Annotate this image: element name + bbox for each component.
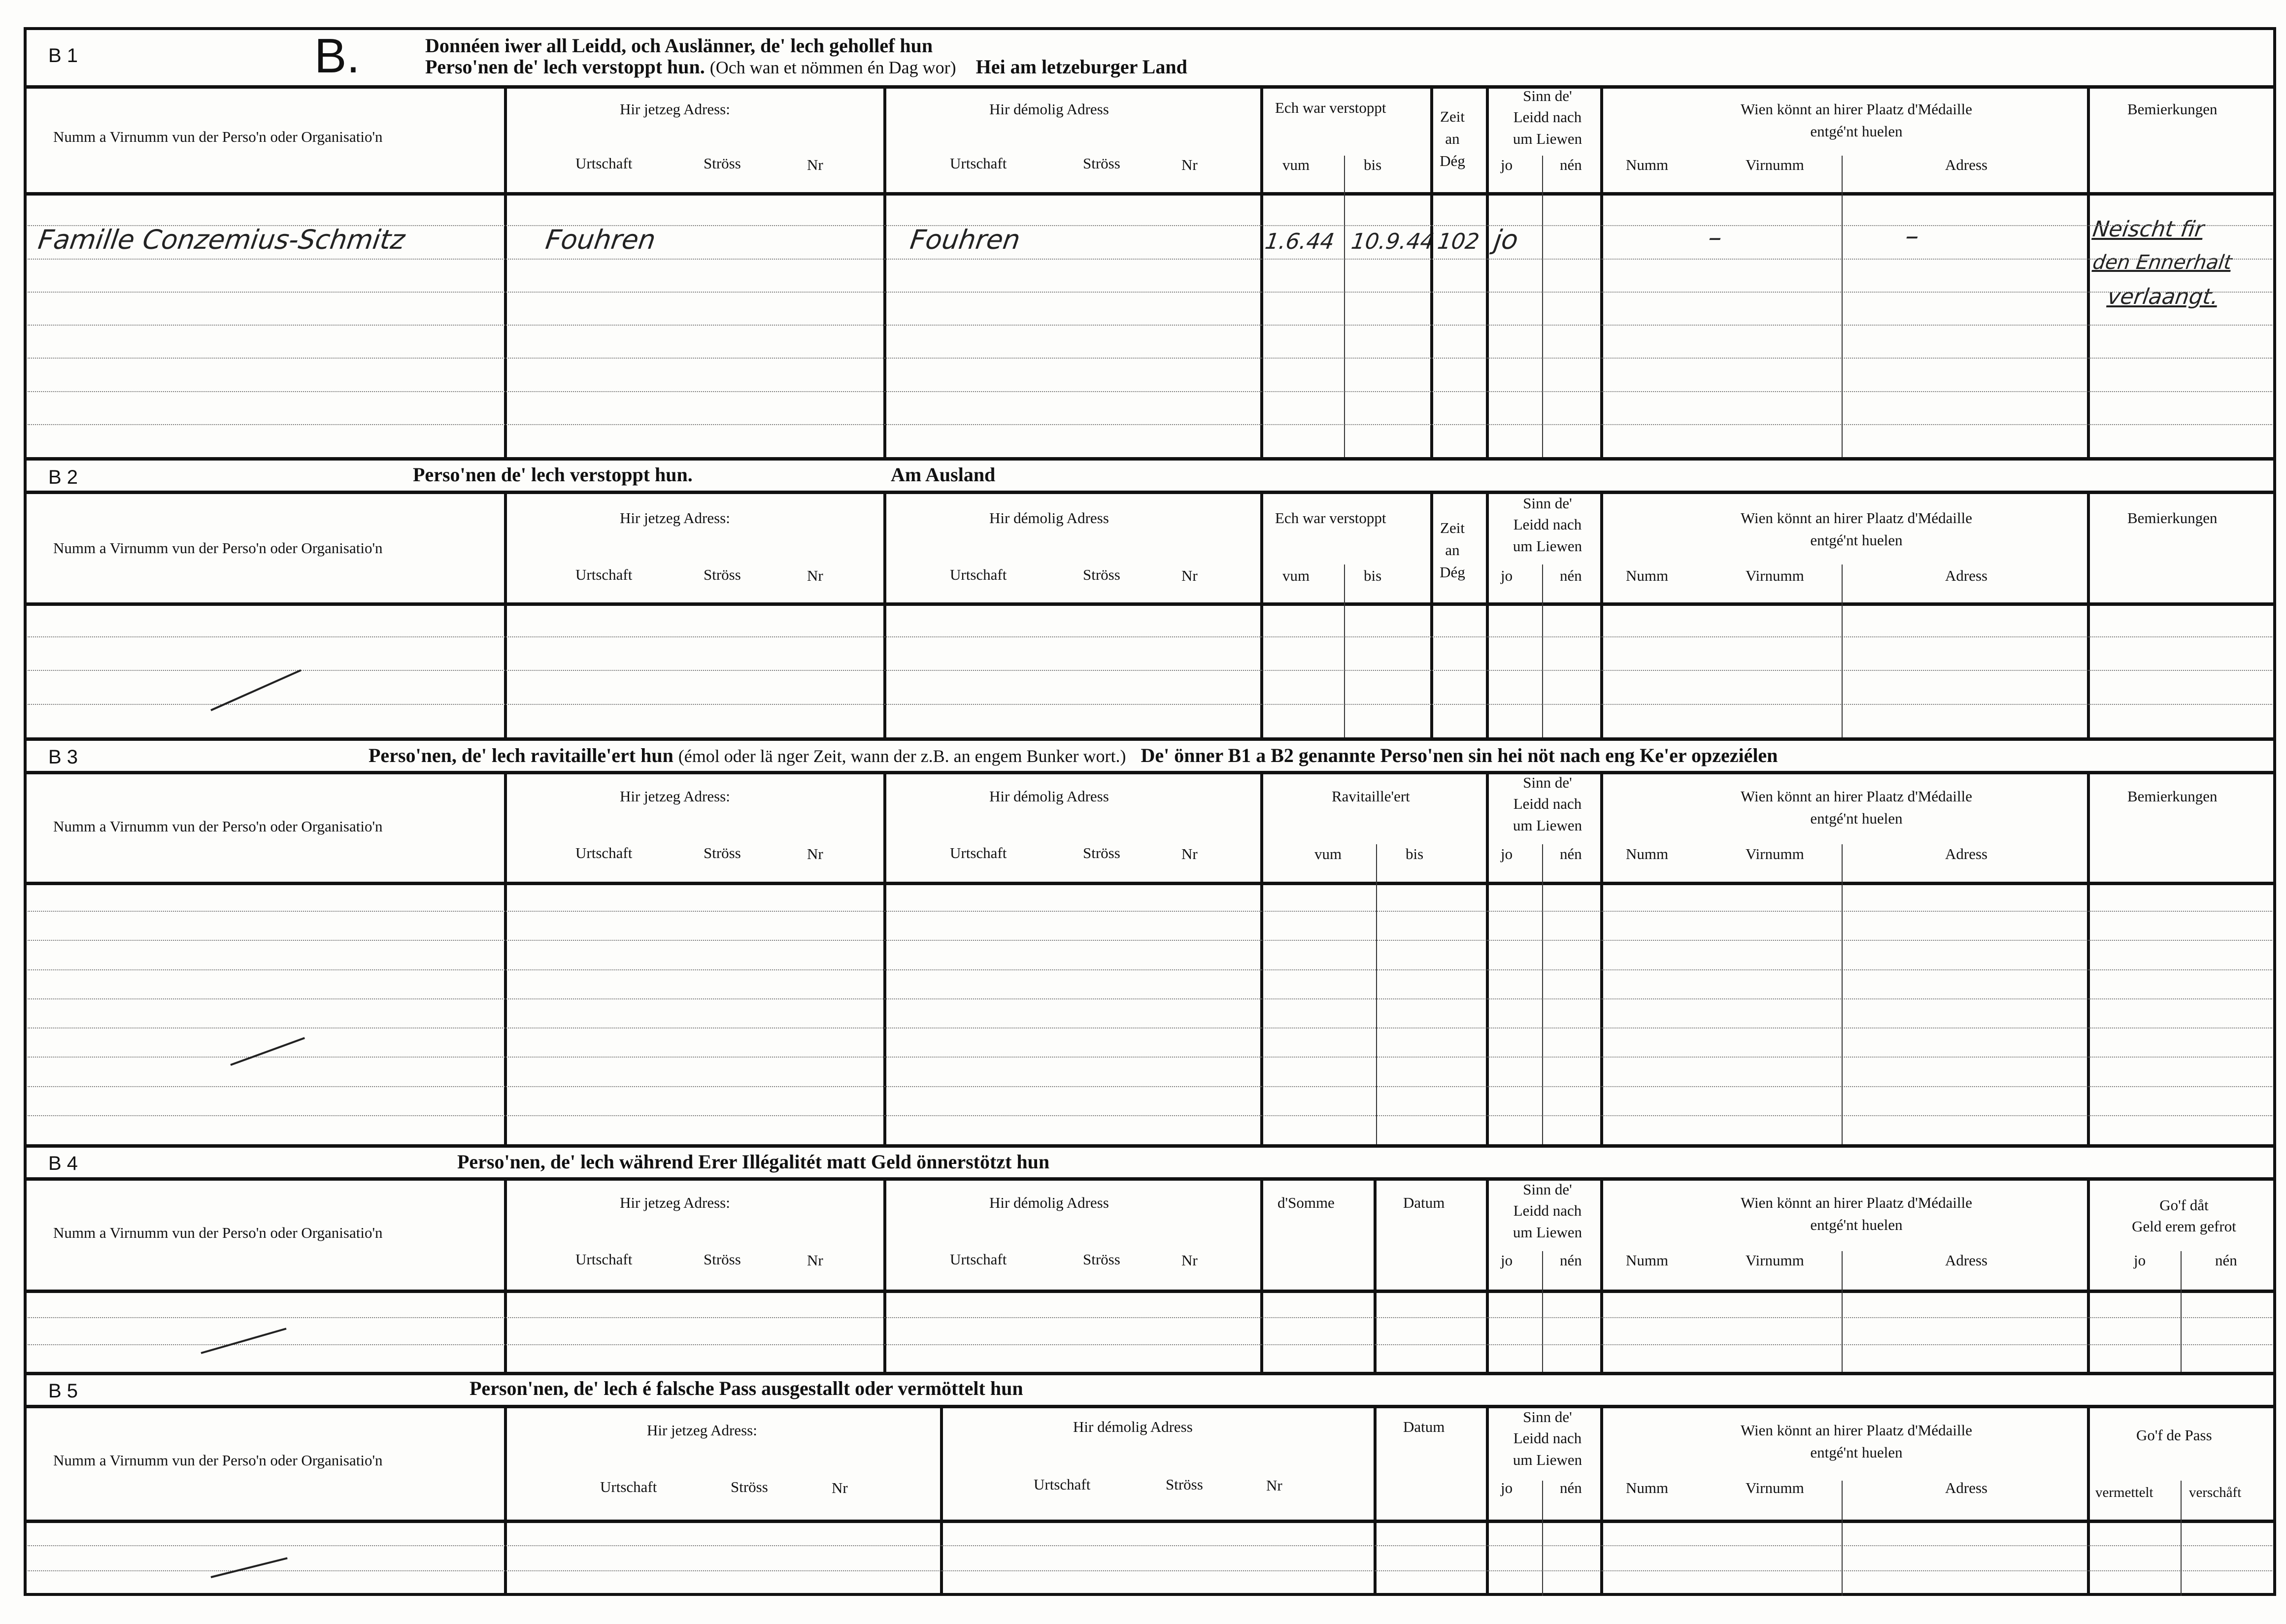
b2-dotted-row-2	[28, 670, 2272, 671]
b1-header-current-address: Hir jetzeg Adress:	[620, 100, 730, 118]
b4-column-rule-5	[1600, 1177, 1603, 1372]
b1-entry-days: 102	[1436, 229, 1481, 254]
section-b1-title-line2	[425, 55, 1187, 78]
b4-header-medal-line1: Wien könnt an hirer Plaatz d'Médaille	[1740, 1194, 1973, 1211]
b3-header-address: Adress	[1945, 845, 1988, 862]
b1-entry-medal-address: –	[1903, 220, 1921, 251]
section-b5-title: Person'nen, de' lech é falsche Pass ausgestallt oder vermöttelt hun	[470, 1377, 1023, 1399]
b3-header-medal-line1: Wien könnt an hirer Plaatz d'Médaille	[1740, 788, 1973, 805]
b1-header-to: bis	[1364, 156, 1382, 173]
b1-entry-remark-line3: verlaangt.	[2106, 284, 2220, 309]
b4-subcolumn-rule-1	[1842, 1251, 1843, 1372]
b5-header-yes: jo	[1501, 1479, 1513, 1496]
b5-header-pass-mediated: vermettelt	[2095, 1485, 2153, 1500]
b3-column-rule-2	[1260, 771, 1263, 1144]
b1-subcolumn-rule-2	[1842, 156, 1843, 457]
b3-dotted-row-8	[28, 1115, 2272, 1116]
b5-header-no: nén	[1560, 1479, 1582, 1496]
b1-header-surname: Numm	[1626, 156, 1669, 173]
b5-header-pass-created: verschåft	[2189, 1485, 2242, 1500]
b5-header-surname: Numm	[1626, 1479, 1669, 1496]
b5-subcolumn-rule-1	[1842, 1481, 1843, 1596]
b1-dotted-row-2	[28, 259, 2272, 260]
b3-dotted-row-1	[28, 911, 2272, 912]
b2-dotted-row-3	[28, 704, 2272, 705]
b2-header-current-address: Hir jetzeg Adress:	[620, 509, 730, 527]
b3-header-former-locality: Urtschaft	[950, 844, 1007, 862]
b1-header-name: Numm a Virnumm vun der Perso'n oder Organisatio'n	[53, 128, 383, 145]
section-b3-title	[369, 744, 1778, 767]
b1-header-address: Adress	[1945, 156, 1988, 173]
b4-header-firstname: Virnumm	[1746, 1252, 1804, 1269]
b4-subcolumn-rule-0	[1542, 1251, 1543, 1372]
b1-dotted-row-7	[28, 424, 2272, 425]
b4-header-former-locality: Urtschaft	[950, 1251, 1007, 1268]
b5-header-bottom-rule	[24, 1520, 2276, 1523]
b1-header-alive-line3: um Liewen	[1513, 130, 1582, 147]
b1-column-rule-2	[1260, 85, 1263, 457]
b4-header-current-address: Hir jetzeg Adress:	[620, 1194, 730, 1211]
b4-header-given-no: nén	[2215, 1252, 2237, 1269]
b2-column-rule-4	[1486, 491, 1489, 737]
b1-column-rule-6	[2087, 85, 2090, 457]
b5-header-alive-line1: Sinn de'	[1523, 1408, 1572, 1425]
b1-header-former-number: Nr	[1181, 156, 1198, 173]
b2-subcolumn-rule-1	[1542, 564, 1543, 737]
b1-dotted-row-5	[28, 358, 2272, 359]
b5-dotted-row-1	[28, 1545, 2272, 1546]
b2-header-firstname: Virnumm	[1746, 567, 1804, 584]
b2-header-surname: Numm	[1626, 567, 1669, 584]
b1-header-current-street: Ströss	[704, 155, 741, 172]
section-b3-bottom-rule	[24, 1144, 2276, 1148]
b5-header-date: Datum	[1403, 1418, 1445, 1435]
b5-header-pass-title: Go'f de Pass	[2136, 1426, 2212, 1444]
section-b2-title: Perso'nen de' lech verstoppt hun.	[413, 464, 693, 486]
b1-entry-current-locality: Fouhren	[543, 224, 658, 255]
b2-column-rule-5	[1600, 491, 1603, 737]
b1-entry-remark-line1: Neischt fir	[2091, 217, 2206, 242]
b3-header-surname: Numm	[1626, 845, 1669, 862]
section-b2-title-place: Am Ausland	[891, 464, 996, 486]
b3-column-rule-3	[1486, 771, 1489, 1144]
section-b1-bottom-rule	[24, 457, 2276, 461]
b5-header-current-number: Nr	[832, 1479, 848, 1496]
b3-header-to: bis	[1406, 845, 1424, 862]
b3-header-name: Numm a Virnumm vun der Perso'n oder Organisatio'n	[53, 818, 383, 835]
section-b3-id: B 3	[48, 746, 78, 768]
b3-dotted-row-5	[28, 1027, 2272, 1028]
b2-header-time-line2: an	[1445, 541, 1460, 559]
b3-header-from: vum	[1314, 845, 1342, 862]
b1-header-time-line2: an	[1445, 130, 1460, 147]
b3-column-rule-1	[883, 771, 886, 1144]
b2-header-current-number: Nr	[807, 567, 823, 584]
b4-header-alive	[1486, 1179, 1609, 1243]
b1-header-former-address: Hir démolig Adress	[989, 100, 1109, 118]
section-b2-bottom-rule	[24, 737, 2276, 741]
b2-header-name: Numm a Virnumm vun der Perso'n oder Organisatio'n	[53, 539, 383, 557]
b4-header-current-street: Ströss	[704, 1251, 741, 1268]
registration-form-sheet	[24, 27, 2276, 1596]
section-b1-title-place: Hei am letzeburger Land	[975, 56, 1187, 78]
b4-column-rule-3	[1374, 1177, 1377, 1372]
b1-column-rule-4	[1486, 85, 1489, 457]
b3-header-former-number: Nr	[1181, 845, 1198, 862]
b1-header-yes: jo	[1501, 156, 1513, 173]
b1-header-time-days	[1435, 106, 1470, 172]
b4-header-given-yes: jo	[2134, 1252, 2146, 1269]
b3-header-former-street: Ströss	[1083, 844, 1120, 862]
b1-header-alive	[1486, 85, 1609, 149]
b2-header-former-number: Nr	[1181, 567, 1198, 584]
b2-header-hidden: Ech war verstoppt	[1275, 509, 1386, 527]
section-b3-title-main: Perso'nen, de' lech ravitaille'ert hun	[369, 744, 673, 766]
b1-dotted-row-4	[28, 325, 2272, 326]
b3-column-rule-5	[2087, 771, 2090, 1144]
section-b5-id: B 5	[48, 1380, 78, 1402]
b2-header-time-days	[1435, 517, 1470, 584]
b2-header-alive-line2: Leidd nach	[1513, 516, 1582, 533]
b3-header-medal-line2: entgé'nt huelen	[1810, 809, 1903, 827]
b5-header-alive-line2: Leidd nach	[1513, 1429, 1582, 1447]
b2-header-from: vum	[1282, 567, 1310, 584]
b5-column-rule-4	[1600, 1405, 1603, 1596]
form-letter: B.	[314, 29, 360, 83]
b3-header-alive-line1: Sinn de'	[1523, 774, 1572, 791]
b5-column-rule-1	[940, 1405, 943, 1596]
b4-header-alive-line3: um Liewen	[1513, 1223, 1582, 1241]
section-b1-title-line1: Donnéen iwer all Leidd, och Auslänner, de' lech gehollef hun	[425, 34, 933, 57]
b2-column-rule-3	[1430, 491, 1433, 737]
b1-entry-from: 1.6.44	[1263, 229, 1336, 254]
b1-header-remarks: Bemierkungen	[2127, 100, 2218, 118]
b1-entry-former-locality: Fouhren	[908, 224, 1022, 255]
b1-entry-remark-line2: den Ennerhalt	[2091, 251, 2233, 274]
b5-header-name: Numm a Virnumm vun der Perso'n oder Organisatio'n	[53, 1452, 383, 1469]
b1-header-former-locality: Urtschaft	[950, 155, 1007, 172]
b5-dotted-row-2	[28, 1570, 2272, 1571]
b2-header-yes: jo	[1501, 567, 1513, 584]
b2-column-rule-2	[1260, 491, 1263, 737]
b5-header-medal-line1: Wien könnt an hirer Plaatz d'Médaille	[1740, 1422, 1973, 1439]
b3-header-yes: jo	[1501, 845, 1513, 862]
b4-header-given	[2098, 1194, 2270, 1237]
b3-header-supplied: Ravitaille'ert	[1332, 788, 1410, 805]
b2-header-to: bis	[1364, 567, 1382, 584]
b5-column-rule-5	[2087, 1405, 2090, 1596]
b1-header-current-number: Nr	[807, 156, 823, 173]
b3-header-current-address: Hir jetzeg Adress:	[620, 788, 730, 805]
b2-header-current-locality: Urtschaft	[575, 566, 633, 583]
b5-header-current-address: Hir jetzeg Adress:	[647, 1422, 757, 1439]
section-b1-title-main: Perso'nen de' lech verstoppt hun.	[425, 56, 705, 78]
b2-header-alive	[1486, 493, 1609, 557]
b4-column-rule-4	[1486, 1177, 1489, 1372]
b4-header-former-number: Nr	[1181, 1252, 1198, 1269]
b5-header-former-street: Ströss	[1166, 1476, 1203, 1493]
b1-entry-name: Famille Conzemius-Schmitz	[36, 224, 407, 255]
b1-header-time-line1: Zeit	[1440, 108, 1465, 125]
b4-header-current-number: Nr	[807, 1252, 823, 1269]
b3-header-alive	[1486, 772, 1609, 836]
b1-header-hidden: Ech war verstoppt	[1275, 99, 1386, 116]
b5-column-rule-2	[1374, 1405, 1377, 1596]
b4-header-no: nén	[1560, 1252, 1582, 1269]
b2-header-alive-line3: um Liewen	[1513, 537, 1582, 555]
section-b1-title-note: (Och wan et nömmen én Dag wor)	[709, 58, 956, 77]
b3-header-current-number: Nr	[807, 845, 823, 862]
b1-entry-alive-yes: jo	[1492, 224, 1520, 255]
b3-column-rule-0	[504, 771, 507, 1144]
b4-column-rule-2	[1260, 1177, 1263, 1372]
b1-entry-to: 10.9.44	[1349, 229, 1436, 254]
b1-header-time-line3: Dég	[1440, 152, 1465, 169]
b4-header-sum: d'Somme	[1277, 1194, 1335, 1211]
section-b4-id: B 4	[48, 1153, 78, 1174]
b4-column-rule-1	[883, 1177, 886, 1372]
b4-header-former-address: Hir démolig Adress	[989, 1194, 1109, 1211]
b2-header-alive-line1: Sinn de'	[1523, 495, 1572, 512]
b1-header-from: vum	[1282, 156, 1310, 173]
section-b5-top-rule	[24, 1405, 2276, 1408]
b3-header-current-street: Ströss	[704, 844, 741, 862]
b2-dotted-row-1	[28, 636, 2272, 637]
section-b4-bottom-rule	[24, 1372, 2276, 1375]
section-b2-id: B 2	[48, 466, 78, 488]
b1-header-former-street: Ströss	[1083, 155, 1120, 172]
b4-header-name: Numm a Virnumm vun der Perso'n oder Organisatio'n	[53, 1224, 383, 1241]
b2-header-medal	[1615, 507, 2098, 552]
b4-dotted-row-2	[28, 1344, 2272, 1345]
section-b4-top-rule	[24, 1177, 2276, 1181]
b2-header-bottom-rule	[24, 602, 2276, 606]
b4-header-address: Adress	[1945, 1252, 1988, 1269]
b5-header-alive-line3: um Liewen	[1513, 1451, 1582, 1468]
b4-dotted-row-1	[28, 1317, 2272, 1318]
b2-header-medal-line2: entgé'nt huelen	[1810, 531, 1903, 549]
b1-dotted-row-1	[28, 225, 2272, 226]
b4-header-alive-line2: Leidd nach	[1513, 1202, 1582, 1220]
b2-column-rule-0	[504, 491, 507, 737]
b3-header-medal	[1615, 786, 2098, 830]
b1-header-alive-line1: Sinn de'	[1523, 87, 1572, 104]
b4-column-rule-0	[504, 1177, 507, 1372]
b5-header-current-locality: Urtschaft	[600, 1478, 657, 1495]
b2-header-remarks: Bemierkungen	[2127, 509, 2218, 527]
b5-header-former-address: Hir démolig Adress	[1073, 1418, 1193, 1435]
b1-header-medal-line2: entgé'nt huelen	[1810, 122, 1903, 140]
b2-header-current-street: Ströss	[704, 566, 741, 583]
b4-header-alive-line1: Sinn de'	[1523, 1181, 1572, 1198]
b3-dotted-row-3	[28, 969, 2272, 970]
b2-header-no: nén	[1560, 567, 1582, 584]
b1-header-medal	[1615, 99, 2098, 143]
b1-subcolumn-rule-1	[1542, 156, 1543, 457]
b2-subcolumn-rule-0	[1344, 564, 1345, 737]
b4-header-surname: Numm	[1626, 1252, 1669, 1269]
b2-header-former-address: Hir démolig Adress	[989, 509, 1109, 527]
b3-header-no: nén	[1560, 845, 1582, 862]
b1-header-bottom-rule	[24, 192, 2276, 196]
b1-header-medal-line1: Wien könnt an hirer Plaatz d'Médaille	[1740, 100, 1973, 118]
b3-dotted-row-6	[28, 1057, 2272, 1058]
b1-entry-medal-surname: –	[1706, 222, 1724, 253]
b1-column-rule-3	[1430, 85, 1433, 457]
b4-header-given-line1: Go'f dåt	[2159, 1196, 2209, 1214]
b1-dotted-row-6	[28, 391, 2272, 392]
b4-header-yes: jo	[1501, 1252, 1513, 1269]
b5-header-firstname: Virnumm	[1746, 1479, 1804, 1496]
b1-subcolumn-rule-0	[1344, 156, 1345, 457]
b5-header-medal	[1615, 1420, 2098, 1464]
b4-header-medal-line2: entgé'nt huelen	[1810, 1216, 1903, 1233]
section-b4-title: Perso'nen, de' lech während Erer Illégalitét matt Geld önnerstötzt hun	[457, 1151, 1050, 1173]
b2-header-former-locality: Urtschaft	[950, 566, 1007, 583]
b3-header-remarks: Bemierkungen	[2127, 788, 2218, 805]
b1-column-rule-0	[504, 85, 507, 457]
b4-header-given-line2: Geld erem gefrot	[2132, 1218, 2236, 1235]
b5-header-current-street: Ströss	[731, 1478, 768, 1495]
b3-header-current-locality: Urtschaft	[575, 844, 633, 862]
b3-subcolumn-rule-2	[1842, 844, 1843, 1144]
b4-column-rule-6	[2087, 1177, 2090, 1372]
b3-column-rule-4	[1600, 771, 1603, 1144]
b1-header-current-locality: Urtschaft	[575, 155, 633, 172]
b3-dotted-row-2	[28, 940, 2272, 941]
b3-header-bottom-rule	[24, 882, 2276, 885]
b4-header-bottom-rule	[24, 1290, 2276, 1293]
b3-subcolumn-rule-1	[1542, 844, 1543, 1144]
b3-header-alive-line2: Leidd nach	[1513, 795, 1582, 813]
b5-header-alive	[1486, 1406, 1609, 1470]
b3-header-firstname: Virnumm	[1746, 845, 1804, 862]
section-b1-top-rule	[24, 85, 2276, 89]
b5-header-medal-line2: entgé'nt huelen	[1810, 1443, 1903, 1461]
b4-header-current-locality: Urtschaft	[575, 1251, 633, 1268]
b1-column-rule-1	[883, 85, 886, 457]
b2-subcolumn-rule-2	[1842, 564, 1843, 737]
b3-dotted-row-4	[28, 998, 2272, 999]
b3-subcolumn-rule-0	[1376, 844, 1377, 1144]
b4-header-former-street: Ströss	[1083, 1251, 1120, 1268]
b1-column-rule-5	[1600, 85, 1603, 457]
b5-column-rule-3	[1486, 1405, 1489, 1596]
b2-header-time-line1: Zeit	[1440, 519, 1465, 536]
section-b3-title-rest: De' önner B1 a B2 genannte Perso'nen sin hei nöt nach eng Ke'er opzeziélen	[1141, 744, 1778, 766]
b4-subcolumn-rule-2	[2181, 1251, 2182, 1372]
b2-header-former-street: Ströss	[1083, 566, 1120, 583]
section-b1-id: B 1	[48, 45, 78, 66]
b5-header-address: Adress	[1945, 1479, 1988, 1496]
b2-column-rule-6	[2087, 491, 2090, 737]
b2-header-time-line3: Dég	[1440, 563, 1465, 581]
b2-header-address: Adress	[1945, 567, 1988, 584]
b4-header-date: Datum	[1403, 1194, 1445, 1211]
b2-header-medal-line1: Wien könnt an hirer Plaatz d'Médaille	[1740, 509, 1973, 527]
b5-column-rule-0	[504, 1405, 507, 1596]
b3-dotted-row-7	[28, 1086, 2272, 1087]
b1-header-firstname: Virnumm	[1746, 156, 1804, 173]
b2-column-rule-1	[883, 491, 886, 737]
b5-header-former-locality: Urtschaft	[1034, 1476, 1091, 1493]
b4-header-medal	[1615, 1192, 2098, 1236]
b1-header-alive-line2: Leidd nach	[1513, 108, 1582, 126]
b3-header-former-address: Hir démolig Adress	[989, 788, 1109, 805]
b3-header-alive-line3: um Liewen	[1513, 816, 1582, 834]
section-b3-top-rule	[24, 771, 2276, 774]
b5-subcolumn-rule-0	[1542, 1481, 1543, 1596]
b1-header-no: nén	[1560, 156, 1582, 173]
b1-dotted-row-3	[28, 292, 2272, 293]
b5-subcolumn-rule-2	[2181, 1481, 2182, 1596]
section-b3-title-note: (émol oder lä nger Zeit, wann der z.B. an engem Bunker wort.)	[678, 746, 1126, 766]
section-b2-top-rule	[24, 491, 2276, 494]
b5-header-former-number: Nr	[1266, 1477, 1282, 1494]
